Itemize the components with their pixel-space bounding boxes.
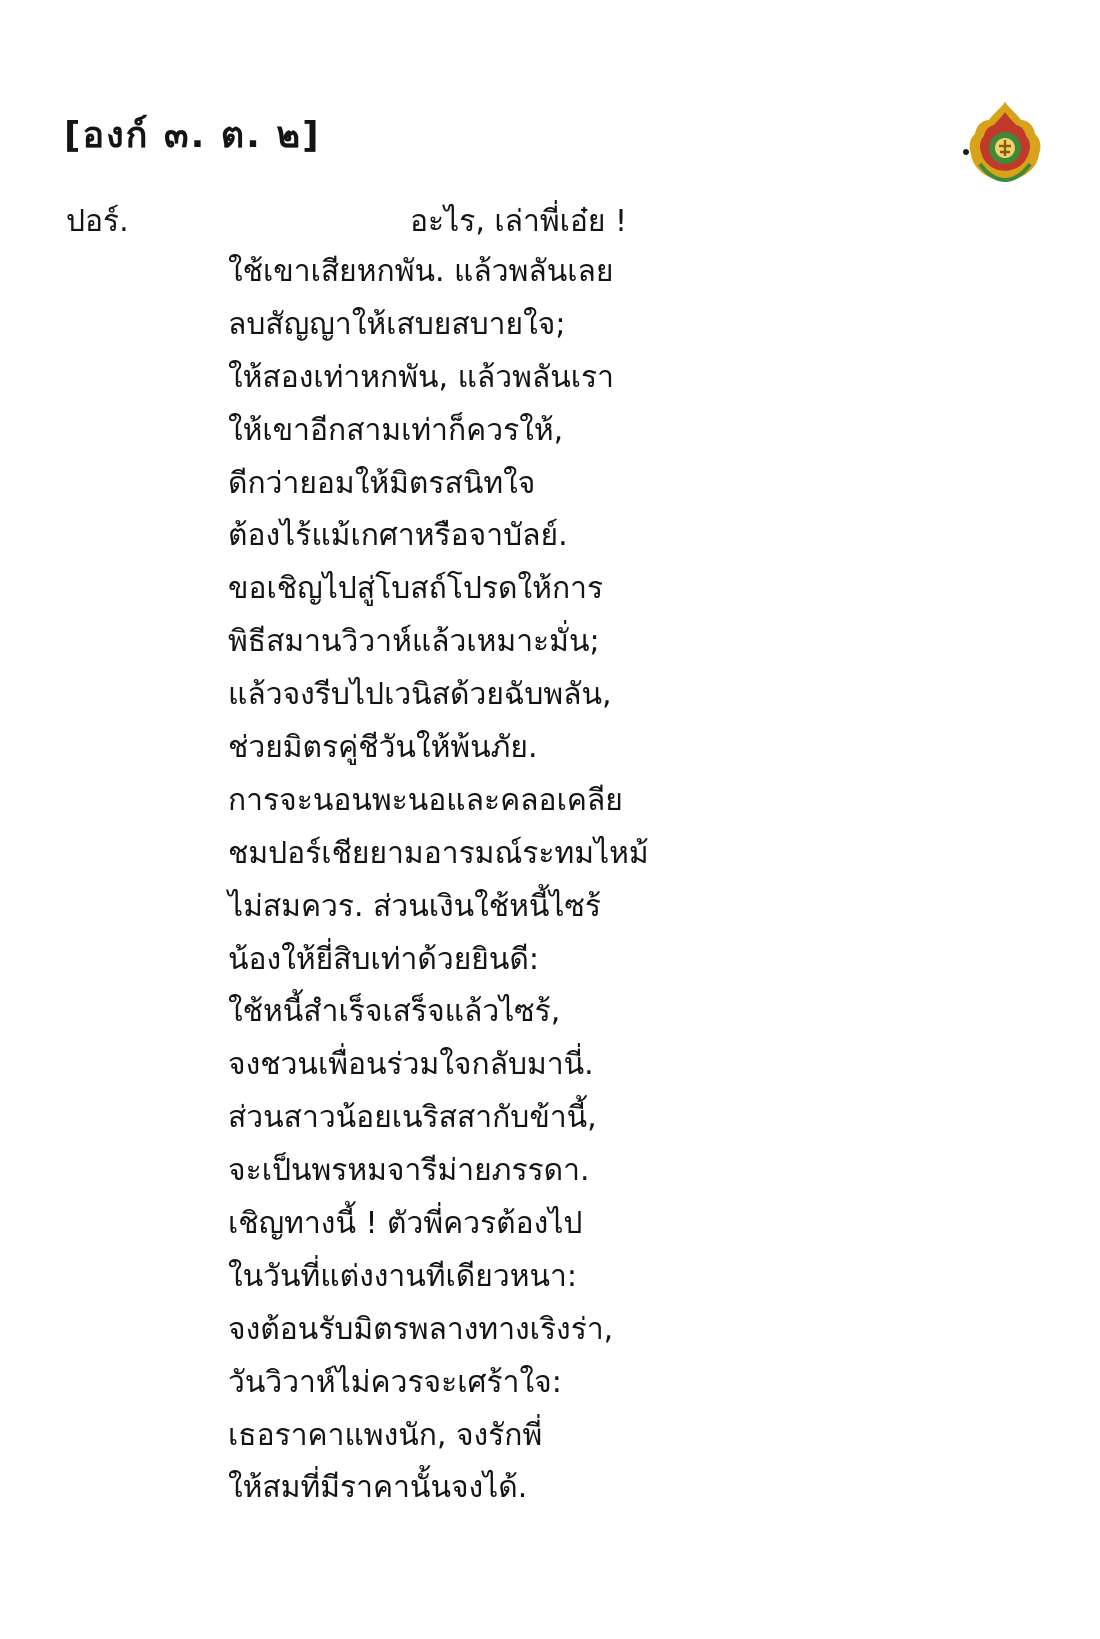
verse-line: พิธีสมานวิวาห์แล้วเหมาะมั่น; [228,624,600,660]
verse-line: ขอเชิญไปสู่โบสถ์โปรดให้การ [228,571,604,607]
verse-line: ช่วยมิตรคู่ชีวันให้พ้นภัย. [228,730,538,766]
verse-line: น้องให้ยี่สิบเท่าด้วยยินดี: [228,941,539,977]
verse-line: ให้เขาอีกสามเท่าก็ควรให้, [228,412,564,448]
royal-crest-icon [962,98,1048,184]
verse-line: จะเป็นพรหมจารีม่ายภรรดา. [228,1153,590,1189]
verse-line: การจะนอนพะนอและคลอเคลีย [228,782,623,818]
speaker-name: ปอร์. [66,204,129,239]
verse-line: จงต้อนรับมิตรพลางทางเริงร่า, [228,1311,614,1347]
verse-line: ดีกว่ายอมให้มิตรสนิทใจ [228,465,536,501]
verse-line: วันวิวาห์ไม่ควรจะเศร้าใจ: [228,1364,562,1400]
verse-line: ให้สมที่มีราคานั้นจงได้. [228,1470,528,1506]
verse-lines [228,246,649,1515]
verse-line: เชิญทางนี้ ! ตัวพี่ควรต้องไป [228,1206,583,1242]
verse-line: แล้วจงรีบไปเวนิสด้วยฉับพลัน, [228,677,612,713]
verse-line: ต้องไร้แม้เกศาหรือจาบัลย์. [228,518,568,554]
verse-line: เธอราคาแพงนัก, จงรักพี่ [228,1417,543,1453]
verse-line: ชมปอร์เชียยามอารมณ์ระทมไหม้ [228,835,649,871]
verse-line: ในวันที่แต่งงานทีเดียวหนา: [228,1258,577,1294]
verse-line: ส่วนสาวน้อยเนริสสากับข้านี้, [228,1100,597,1136]
verse-line: ใช้หนี้สำเร็จเสร็จแล้วไซร้, [228,994,561,1030]
verse-line: ใช้เขาเสียหกพัน. แล้วพลันเลย [228,254,614,289]
verse-line: ให้สองเท่าหกพัน, แล้วพลันเรา [228,359,615,395]
scene-header: [องก์ ๓. ต. ๒] [64,115,321,156]
verse-line: ไม่สมควร. ส่วนเงินใช้หนี้ไซร้ [228,888,601,924]
verse-line: ลบสัญญาให้เสบยสบายใจ; [228,306,566,342]
verse-first-line: อะไร, เล่าพี่เอ๋ย ! [410,204,628,239]
verse-line: จงชวนเพื่อนร่วมใจกลับมานี่. [228,1047,594,1083]
